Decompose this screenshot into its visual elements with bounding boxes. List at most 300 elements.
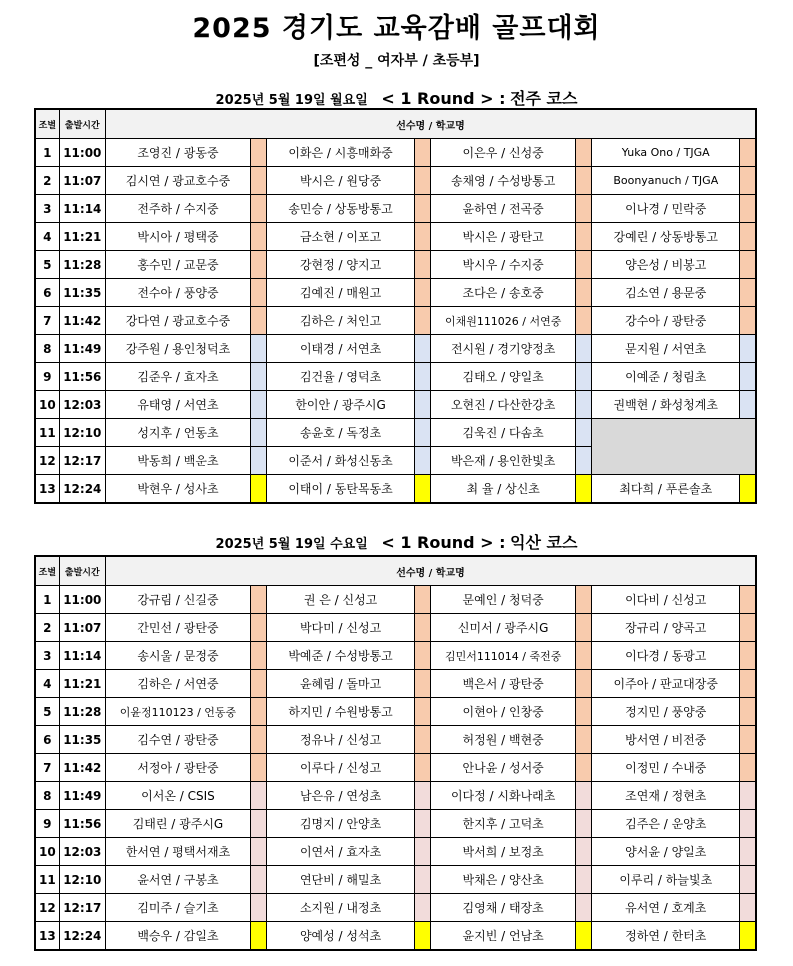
player-name: 이윤정110123 / 언동중 bbox=[105, 698, 250, 726]
tee-time: 11:14 bbox=[59, 195, 105, 223]
color-marker bbox=[250, 475, 266, 504]
player-name: 송민승 / 상동방통고 bbox=[267, 195, 415, 223]
tee-time: 11:07 bbox=[59, 167, 105, 195]
group-number: 11 bbox=[35, 866, 59, 894]
color-marker bbox=[250, 726, 266, 754]
group-number: 12 bbox=[35, 447, 59, 475]
color-marker bbox=[576, 614, 592, 642]
tee-time: 11:21 bbox=[59, 223, 105, 251]
player-name: Yuka Ono / TJGA bbox=[592, 139, 740, 167]
tee-time: 12:17 bbox=[59, 894, 105, 922]
color-marker bbox=[576, 810, 592, 838]
player-name: 윤서연 / 구봉초 bbox=[105, 866, 250, 894]
player-name: 백은서 / 광탄중 bbox=[431, 670, 576, 698]
player-name: 윤혜림 / 돌마고 bbox=[267, 670, 415, 698]
schedule-table-1 bbox=[34, 108, 757, 504]
color-marker bbox=[250, 614, 266, 642]
player-name: 김준우 / 효자초 bbox=[105, 363, 250, 391]
player-name: 이준서 / 화성신동초 bbox=[267, 447, 415, 475]
player-name: 이은우 / 신성중 bbox=[431, 139, 576, 167]
section-title-2 bbox=[0, 530, 793, 553]
color-marker bbox=[415, 810, 431, 838]
color-marker bbox=[250, 419, 266, 447]
tee-time: 11:42 bbox=[59, 307, 105, 335]
color-marker bbox=[250, 447, 266, 475]
player-name: 이나경 / 민락중 bbox=[592, 195, 740, 223]
table-row bbox=[35, 670, 756, 698]
player-name: 박시우 / 수지중 bbox=[431, 251, 576, 279]
color-marker bbox=[415, 894, 431, 922]
color-marker bbox=[415, 642, 431, 670]
color-marker bbox=[415, 698, 431, 726]
player-name: 최다희 / 푸른솔초 bbox=[592, 475, 740, 504]
player-name: 금소현 / 이포고 bbox=[267, 223, 415, 251]
player-name: 전수아 / 풍양중 bbox=[105, 279, 250, 307]
tee-time: 11:56 bbox=[59, 810, 105, 838]
color-marker bbox=[740, 251, 756, 279]
player-name: 이현아 / 인창중 bbox=[431, 698, 576, 726]
group-number: 1 bbox=[35, 139, 59, 167]
player-name: 남은유 / 연성초 bbox=[267, 782, 415, 810]
group-number: 9 bbox=[35, 810, 59, 838]
color-marker bbox=[415, 279, 431, 307]
player-name: 김예진 / 매원고 bbox=[267, 279, 415, 307]
color-marker bbox=[576, 698, 592, 726]
color-marker bbox=[740, 279, 756, 307]
color-marker bbox=[415, 335, 431, 363]
color-marker bbox=[576, 475, 592, 504]
color-marker bbox=[740, 475, 756, 504]
table-row bbox=[35, 391, 756, 419]
player-name: 이서온 / CSIS bbox=[105, 782, 250, 810]
player-name: 이다비 / 신성고 bbox=[592, 586, 740, 614]
color-marker bbox=[415, 922, 431, 951]
color-marker bbox=[415, 447, 431, 475]
player-name: 박은재 / 용인한빛초 bbox=[431, 447, 576, 475]
table-row bbox=[35, 195, 756, 223]
player-name: 이주아 / 판교대장중 bbox=[592, 670, 740, 698]
player-name: 이루리 / 하늘빛초 bbox=[592, 866, 740, 894]
color-marker bbox=[576, 335, 592, 363]
color-marker bbox=[250, 782, 266, 810]
color-marker bbox=[250, 251, 266, 279]
player-name: 김하은 / 처인고 bbox=[267, 307, 415, 335]
group-number: 3 bbox=[35, 642, 59, 670]
player-name: 김민서111014 / 죽전중 bbox=[431, 642, 576, 670]
player-name: 조영진 / 광동중 bbox=[105, 139, 250, 167]
header-players: 선수명 / 학교명 bbox=[105, 109, 756, 139]
color-marker bbox=[250, 195, 266, 223]
player-name: 허정원 / 백현중 bbox=[431, 726, 576, 754]
player-name: 정하연 / 한터초 bbox=[592, 922, 740, 951]
header-group-no: 조별 bbox=[35, 556, 59, 586]
header-players: 선수명 / 학교명 bbox=[105, 556, 756, 586]
color-marker bbox=[250, 810, 266, 838]
color-marker bbox=[576, 447, 592, 475]
section-title-1 bbox=[0, 86, 793, 109]
player-name: 박예준 / 수성방통고 bbox=[267, 642, 415, 670]
group-number: 4 bbox=[35, 670, 59, 698]
group-number: 5 bbox=[35, 698, 59, 726]
color-marker bbox=[415, 251, 431, 279]
color-marker bbox=[576, 670, 592, 698]
color-marker bbox=[576, 223, 592, 251]
color-marker bbox=[740, 335, 756, 363]
tee-time: 11:56 bbox=[59, 363, 105, 391]
player-name: 김영채 / 태장초 bbox=[431, 894, 576, 922]
color-marker bbox=[576, 195, 592, 223]
player-name: 이예준 / 청림초 bbox=[592, 363, 740, 391]
section-round: < 1 Round > : bbox=[381, 89, 506, 108]
tee-time: 12:10 bbox=[59, 866, 105, 894]
tee-time: 12:24 bbox=[59, 922, 105, 951]
color-marker bbox=[250, 894, 266, 922]
player-name: 한이안 / 광주시G bbox=[267, 391, 415, 419]
color-marker bbox=[250, 866, 266, 894]
color-marker bbox=[576, 391, 592, 419]
group-number: 2 bbox=[35, 614, 59, 642]
header-group-no: 조별 bbox=[35, 109, 59, 139]
color-marker bbox=[740, 838, 756, 866]
player-name: 송시울 / 문정중 bbox=[105, 642, 250, 670]
table-row bbox=[35, 838, 756, 866]
color-marker bbox=[250, 307, 266, 335]
group-number: 6 bbox=[35, 726, 59, 754]
player-name: 김수연 / 광탄중 bbox=[105, 726, 250, 754]
group-number: 13 bbox=[35, 475, 59, 504]
tee-time: 11:00 bbox=[59, 586, 105, 614]
player-name: 이정민 / 수내중 bbox=[592, 754, 740, 782]
player-name: 박다미 / 신성고 bbox=[267, 614, 415, 642]
table-row bbox=[35, 866, 756, 894]
player-name: 강다연 / 광교호수중 bbox=[105, 307, 250, 335]
player-name: 서정아 / 광탄중 bbox=[105, 754, 250, 782]
player-name: 홍수민 / 교문중 bbox=[105, 251, 250, 279]
player-name: 권 은 / 신성고 bbox=[267, 586, 415, 614]
player-name: 박시은 / 광탄고 bbox=[431, 223, 576, 251]
table-header-row bbox=[35, 556, 756, 586]
group-number: 1 bbox=[35, 586, 59, 614]
table-row bbox=[35, 167, 756, 195]
color-marker bbox=[250, 391, 266, 419]
player-name: 유태영 / 서연초 bbox=[105, 391, 250, 419]
color-marker bbox=[740, 670, 756, 698]
tee-time: 12:24 bbox=[59, 475, 105, 504]
section-round: < 1 Round > : bbox=[381, 533, 506, 552]
color-marker bbox=[740, 698, 756, 726]
tee-time: 11:28 bbox=[59, 698, 105, 726]
tee-time: 11:49 bbox=[59, 335, 105, 363]
color-marker bbox=[740, 894, 756, 922]
table-row bbox=[35, 251, 756, 279]
color-marker bbox=[576, 279, 592, 307]
table-row bbox=[35, 223, 756, 251]
color-marker bbox=[576, 167, 592, 195]
player-name: 김소연 / 용문중 bbox=[592, 279, 740, 307]
table-row bbox=[35, 419, 756, 447]
color-marker bbox=[740, 726, 756, 754]
color-marker bbox=[576, 754, 592, 782]
player-name: 조연재 / 정현초 bbox=[592, 782, 740, 810]
page-title: 2025 경기도 교육감배 골프대회 bbox=[192, 13, 601, 44]
group-number: 9 bbox=[35, 363, 59, 391]
tee-time: 11:35 bbox=[59, 279, 105, 307]
player-name: 연단비 / 해밀초 bbox=[267, 866, 415, 894]
group-number: 10 bbox=[35, 838, 59, 866]
page-subtitle: [조편성 _ 여자부 / 초등부] bbox=[313, 53, 480, 69]
color-marker bbox=[740, 782, 756, 810]
tee-time: 12:03 bbox=[59, 391, 105, 419]
header-tee-time: 출발시간 bbox=[59, 109, 105, 139]
player-name: 김태오 / 양일초 bbox=[431, 363, 576, 391]
table-header-row bbox=[35, 109, 756, 139]
group-number: 12 bbox=[35, 894, 59, 922]
table-row bbox=[35, 810, 756, 838]
color-marker bbox=[740, 195, 756, 223]
color-marker bbox=[740, 223, 756, 251]
table-row bbox=[35, 475, 756, 504]
color-marker bbox=[576, 838, 592, 866]
color-marker bbox=[250, 279, 266, 307]
color-marker bbox=[415, 391, 431, 419]
player-name: 소지원 / 내정초 bbox=[267, 894, 415, 922]
player-name: 강예린 / 상동방통고 bbox=[592, 223, 740, 251]
color-marker bbox=[740, 391, 756, 419]
color-marker bbox=[740, 363, 756, 391]
color-marker bbox=[576, 307, 592, 335]
player-name: Boonyanuch / TJGA bbox=[592, 167, 740, 195]
color-marker bbox=[415, 614, 431, 642]
section-course: 전주 코스 bbox=[510, 89, 578, 108]
color-marker bbox=[415, 223, 431, 251]
player-name: 김미주 / 슬기초 bbox=[105, 894, 250, 922]
player-name: 성지후 / 언동초 bbox=[105, 419, 250, 447]
color-marker bbox=[250, 698, 266, 726]
color-marker bbox=[250, 670, 266, 698]
color-marker bbox=[415, 754, 431, 782]
color-marker bbox=[740, 754, 756, 782]
color-marker bbox=[415, 782, 431, 810]
group-number: 6 bbox=[35, 279, 59, 307]
group-number: 7 bbox=[35, 754, 59, 782]
player-name: 김시연 / 광교호수중 bbox=[105, 167, 250, 195]
color-marker bbox=[415, 838, 431, 866]
section-course: 익산 코스 bbox=[510, 533, 578, 552]
player-name: 전주하 / 수지중 bbox=[105, 195, 250, 223]
player-name: 한지후 / 고덕초 bbox=[431, 810, 576, 838]
player-name: 김명지 / 안양초 bbox=[267, 810, 415, 838]
tee-time: 11:49 bbox=[59, 782, 105, 810]
player-name: 안나윤 / 성서중 bbox=[431, 754, 576, 782]
table-row bbox=[35, 642, 756, 670]
color-marker bbox=[250, 167, 266, 195]
player-name: 간민선 / 광탄중 bbox=[105, 614, 250, 642]
color-marker bbox=[740, 866, 756, 894]
tee-time: 11:35 bbox=[59, 726, 105, 754]
table-row bbox=[35, 586, 756, 614]
group-number: 13 bbox=[35, 922, 59, 951]
player-name: 양서윤 / 양일초 bbox=[592, 838, 740, 866]
player-name: 송채영 / 수성방통고 bbox=[431, 167, 576, 195]
tee-time: 11:14 bbox=[59, 642, 105, 670]
color-marker bbox=[415, 307, 431, 335]
schedule-table-2 bbox=[34, 555, 757, 951]
tee-time: 12:17 bbox=[59, 447, 105, 475]
color-marker bbox=[740, 586, 756, 614]
player-name: 박시아 / 평택중 bbox=[105, 223, 250, 251]
player-name: 김주은 / 운양초 bbox=[592, 810, 740, 838]
table-row bbox=[35, 894, 756, 922]
player-name: 이태이 / 동탄목동초 bbox=[267, 475, 415, 504]
player-name: 권백현 / 화성청계초 bbox=[592, 391, 740, 419]
tee-time: 11:00 bbox=[59, 139, 105, 167]
empty-slot bbox=[592, 419, 756, 475]
player-name: 김태린 / 광주시G bbox=[105, 810, 250, 838]
group-number: 2 bbox=[35, 167, 59, 195]
color-marker bbox=[576, 419, 592, 447]
player-name: 박서희 / 보정초 bbox=[431, 838, 576, 866]
table-row bbox=[35, 922, 756, 951]
player-name: 이연서 / 효자초 bbox=[267, 838, 415, 866]
player-name: 박현우 / 성사초 bbox=[105, 475, 250, 504]
player-name: 이루다 / 신성고 bbox=[267, 754, 415, 782]
player-name: 김욱진 / 다솜초 bbox=[431, 419, 576, 447]
player-name: 이태경 / 서연초 bbox=[267, 335, 415, 363]
color-marker bbox=[415, 670, 431, 698]
player-name: 전시원 / 경기양정초 bbox=[431, 335, 576, 363]
color-marker bbox=[576, 726, 592, 754]
group-number: 4 bbox=[35, 223, 59, 251]
color-marker bbox=[740, 922, 756, 951]
color-marker bbox=[250, 642, 266, 670]
color-marker bbox=[576, 866, 592, 894]
table-row bbox=[35, 279, 756, 307]
table-row bbox=[35, 754, 756, 782]
tee-time: 12:10 bbox=[59, 419, 105, 447]
color-marker bbox=[740, 614, 756, 642]
player-name: 한서연 / 평택서재초 bbox=[105, 838, 250, 866]
player-name: 이채원111026 / 서연중 bbox=[431, 307, 576, 335]
player-name: 양예성 / 성석초 bbox=[267, 922, 415, 951]
color-marker bbox=[250, 139, 266, 167]
player-name: 박시은 / 원당중 bbox=[267, 167, 415, 195]
color-marker bbox=[576, 894, 592, 922]
color-marker bbox=[415, 419, 431, 447]
section-date: 2025년 5월 19일 월요일 bbox=[215, 93, 368, 108]
table-row bbox=[35, 139, 756, 167]
color-marker bbox=[576, 363, 592, 391]
group-number: 8 bbox=[35, 782, 59, 810]
player-name: 박동희 / 백운초 bbox=[105, 447, 250, 475]
table-row bbox=[35, 698, 756, 726]
player-name: 정지민 / 풍양중 bbox=[592, 698, 740, 726]
table-row bbox=[35, 614, 756, 642]
player-name: 강현정 / 양지고 bbox=[267, 251, 415, 279]
player-name: 윤하연 / 전곡중 bbox=[431, 195, 576, 223]
color-marker bbox=[250, 754, 266, 782]
player-name: 강규림 / 신길중 bbox=[105, 586, 250, 614]
color-marker bbox=[415, 726, 431, 754]
color-marker bbox=[576, 586, 592, 614]
color-marker bbox=[250, 363, 266, 391]
table-row bbox=[35, 782, 756, 810]
section-date: 2025년 5월 19일 수요일 bbox=[215, 537, 368, 552]
player-name: 유서연 / 호계초 bbox=[592, 894, 740, 922]
tee-time: 12:03 bbox=[59, 838, 105, 866]
player-name: 정유나 / 신성고 bbox=[267, 726, 415, 754]
player-name: 오현진 / 다산한강초 bbox=[431, 391, 576, 419]
tee-time: 11:21 bbox=[59, 670, 105, 698]
player-name: 이다정 / 시화나래초 bbox=[431, 782, 576, 810]
color-marker bbox=[415, 139, 431, 167]
player-name: 조다은 / 송호중 bbox=[431, 279, 576, 307]
group-number: 7 bbox=[35, 307, 59, 335]
color-marker bbox=[576, 922, 592, 951]
color-marker bbox=[250, 335, 266, 363]
table-row bbox=[35, 726, 756, 754]
color-marker bbox=[250, 586, 266, 614]
player-name: 신미서 / 광주시G bbox=[431, 614, 576, 642]
player-name: 양은성 / 비봉고 bbox=[592, 251, 740, 279]
color-marker bbox=[250, 838, 266, 866]
player-name: 최 율 / 상신초 bbox=[431, 475, 576, 504]
tee-time: 11:28 bbox=[59, 251, 105, 279]
color-marker bbox=[740, 810, 756, 838]
player-name: 문지원 / 서연초 bbox=[592, 335, 740, 363]
player-name: 김하은 / 서연중 bbox=[105, 670, 250, 698]
player-name: 문예인 / 청덕중 bbox=[431, 586, 576, 614]
color-marker bbox=[415, 167, 431, 195]
group-number: 11 bbox=[35, 419, 59, 447]
player-name: 윤지빈 / 언남초 bbox=[431, 922, 576, 951]
player-name: 김건율 / 영덕초 bbox=[267, 363, 415, 391]
tee-time: 11:07 bbox=[59, 614, 105, 642]
player-name: 박채은 / 양산초 bbox=[431, 866, 576, 894]
player-name: 방서연 / 비전중 bbox=[592, 726, 740, 754]
color-marker bbox=[740, 642, 756, 670]
player-name: 강주원 / 용인청덕초 bbox=[105, 335, 250, 363]
tee-time: 11:42 bbox=[59, 754, 105, 782]
color-marker bbox=[250, 223, 266, 251]
group-number: 10 bbox=[35, 391, 59, 419]
group-number: 5 bbox=[35, 251, 59, 279]
color-marker bbox=[415, 866, 431, 894]
table-row bbox=[35, 307, 756, 335]
color-marker bbox=[576, 642, 592, 670]
player-name: 이화은 / 시흥매화중 bbox=[267, 139, 415, 167]
color-marker bbox=[576, 251, 592, 279]
color-marker bbox=[576, 139, 592, 167]
color-marker bbox=[740, 139, 756, 167]
color-marker bbox=[740, 167, 756, 195]
table-row bbox=[35, 335, 756, 363]
player-name: 송윤호 / 독정초 bbox=[267, 419, 415, 447]
player-name: 이다경 / 동광고 bbox=[592, 642, 740, 670]
color-marker bbox=[415, 586, 431, 614]
player-name: 백승우 / 감일초 bbox=[105, 922, 250, 951]
table-row bbox=[35, 363, 756, 391]
color-marker bbox=[740, 307, 756, 335]
color-marker bbox=[415, 363, 431, 391]
color-marker bbox=[576, 782, 592, 810]
color-marker bbox=[415, 195, 431, 223]
header-tee-time: 출발시간 bbox=[59, 556, 105, 586]
group-number: 8 bbox=[35, 335, 59, 363]
group-number: 3 bbox=[35, 195, 59, 223]
color-marker bbox=[250, 922, 266, 951]
player-name: 강수아 / 광탄중 bbox=[592, 307, 740, 335]
player-name: 장규리 / 양곡고 bbox=[592, 614, 740, 642]
